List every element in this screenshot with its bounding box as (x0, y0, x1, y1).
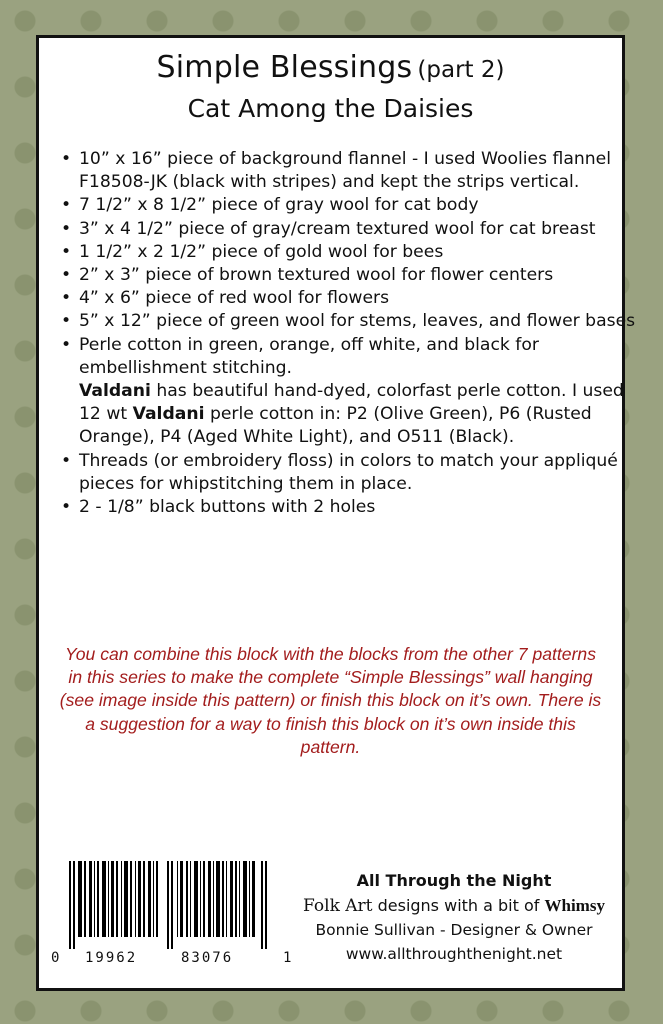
materials-item: • 7 1/2” x 8 1/2” piece of gray wool for cat body (79, 194, 644, 217)
title-main: Simple Blessings (156, 50, 413, 85)
barcode-bars (63, 861, 279, 949)
barcode-left-digit: 0 (51, 950, 60, 966)
company-name: All Through the Night (356, 871, 552, 890)
valdani-line2-post: perle cotton in: P2 (Olive Green), P6 (Rusted Orange), P4 (Aged White Light), and O511 (Black). (79, 404, 592, 448)
designer-line: Bonnie Sullivan - Designer & Owner (315, 921, 593, 939)
valdani-line2-pre: I used 12 wt (79, 381, 624, 425)
website-link[interactable]: www.allthroughthenight.net (345, 945, 563, 963)
materials-item: • 2 - 1/8” black buttons with 2 holes (79, 496, 644, 519)
materials-item: • 10” x 16” piece of background flannel - I used Woolies flannel F18508-JK (black with stripes) and kept the strips vertical. (79, 148, 644, 194)
tagline-whimsy: Whimsy (544, 896, 605, 915)
valdani-brand-2: Valdani (132, 404, 205, 425)
company-tagline (294, 894, 614, 918)
pattern-card (36, 35, 636, 991)
page-title (39, 50, 622, 85)
valdani-line1: has beautiful hand-dyed, colorfast perle cotton. (150, 381, 567, 402)
company-info (294, 868, 614, 966)
title-part: (part 2) (417, 57, 505, 83)
perle-cotton-text: Perle cotton in green, orange, off white, and black for embellishment stitching. (79, 334, 539, 378)
barcode-group-2: 83076 (181, 950, 234, 966)
materials-item: • 3” x 4 1/2” piece of gray/cream textured wool for cat breast (79, 218, 644, 241)
materials-item: • 1 1/2” x 2 1/2” piece of gold wool for bees (79, 241, 644, 264)
materials-item: • 5” x 12” piece of green wool for stems, leaves, and flower bases (79, 310, 644, 333)
materials-list (59, 148, 644, 519)
valdani-note (79, 380, 644, 450)
barcode-group-1: 19962 (85, 950, 138, 966)
valdani-brand: Valdani (79, 381, 151, 402)
barcode-right-digit: 1 (283, 950, 292, 966)
tagline-middle: designs with a bit of (372, 896, 545, 915)
materials-item: • 2” x 3” piece of brown textured wool for flower centers (79, 264, 644, 287)
materials-item-perle (79, 334, 644, 450)
page-subtitle: Cat Among the Daisies (187, 94, 474, 123)
promo-note: You can combine this block with the blocks from the other 7 patterns in this series to make the complete “Simple Blessings” wall hanging (see image inside this pattern) or finish this block on it’s own. There is a suggestion for a way to finish this block on it’s own inside this pattern. (59, 644, 602, 757)
tagline-folk-art: Folk Art (303, 896, 373, 916)
materials-item: • 4” x 6” piece of red wool for flowers (79, 287, 644, 310)
materials-item: • Threads (or embroidery floss) in colors to match your appliqué pieces for whipstitching them in place. (79, 450, 644, 496)
